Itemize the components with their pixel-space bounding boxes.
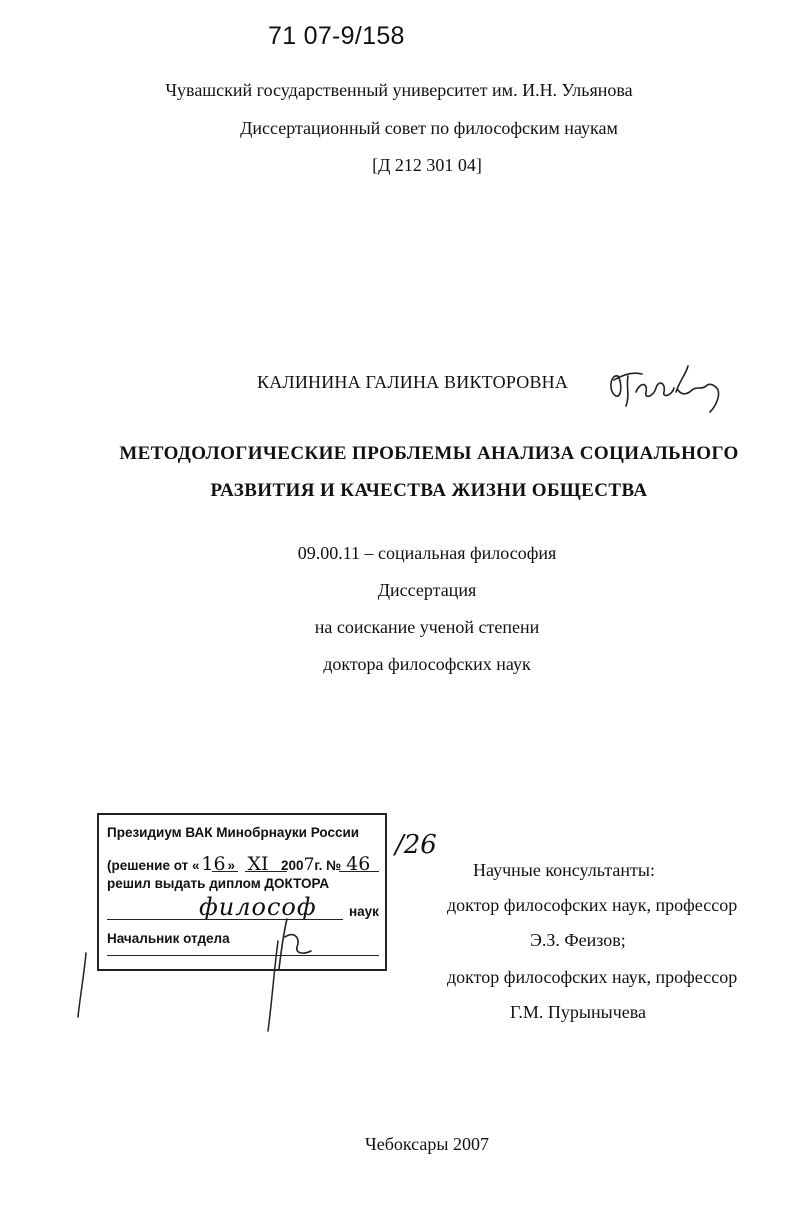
archive-number: 71 07-9/158 bbox=[268, 22, 405, 50]
document-type: Диссертация bbox=[377, 580, 477, 600]
author-name: КАЛИНИНА ГАЛИНА ВИКТОРОВНА bbox=[257, 372, 569, 392]
author-signature bbox=[600, 352, 725, 417]
stamp-number-label: г. № bbox=[314, 858, 342, 873]
council-code: [Д 212 301 04] bbox=[372, 155, 482, 175]
title-line-1: МЕТОДОЛОГИЧЕСКИЕ ПРОБЛЕМЫ АНАЛИЗА СОЦИАЛЬНОГО bbox=[119, 443, 739, 464]
consultant-1-title: доктор философских наук, профессор bbox=[447, 895, 738, 915]
university-name: Чувашский государственный университет им. И.Н. Ульянова bbox=[165, 80, 633, 100]
stamp-field-handwritten: философ bbox=[199, 893, 317, 921]
stamp-decision-prefix: (решение от « bbox=[107, 858, 200, 873]
degree-purpose: на соискание ученой степени bbox=[314, 617, 540, 637]
stamp-day-close: » bbox=[227, 858, 236, 873]
stamp-line-5: Начальник отдела bbox=[107, 931, 230, 946]
city-year: Чебоксары 2007 bbox=[365, 1134, 489, 1154]
stamp-year-prefix: 200 bbox=[281, 858, 304, 873]
decision-number-suffix: /26 bbox=[395, 830, 437, 860]
specialty: 09.00.11 – социальная философия bbox=[297, 543, 557, 563]
title-line-2: РАЗВИТИЯ И КАЧЕСТВА ЖИЗНИ ОБЩЕСТВА bbox=[210, 480, 648, 501]
stamp-line-3: решил выдать диплом ДОКТОРА bbox=[107, 876, 330, 891]
consultant-2-name: Г.М. Пурынычева bbox=[510, 1002, 646, 1022]
stamp-day: 16 bbox=[201, 853, 226, 875]
consultants-label: Научные консультанты: bbox=[473, 860, 655, 880]
pen-strokes bbox=[60, 935, 290, 1035]
stamp-line-1: Президиум ВАК Минобрнауки России bbox=[107, 825, 360, 840]
stamp-month: XI bbox=[247, 853, 269, 875]
dissertation-council: Диссертационный совет по философским наукам bbox=[240, 118, 618, 138]
consultant-1-name: Э.З. Феизов; bbox=[530, 930, 626, 950]
consultant-2-title: доктор философских наук, профессор bbox=[447, 967, 738, 987]
stamp-line-2 bbox=[107, 853, 375, 875]
degree-name: доктора философских наук bbox=[323, 654, 531, 674]
stamp-decision-number: 46 bbox=[346, 853, 371, 875]
stamp-line-4-suffix: наук bbox=[349, 904, 379, 919]
stamp-year-suffix: 7 bbox=[303, 855, 315, 875]
